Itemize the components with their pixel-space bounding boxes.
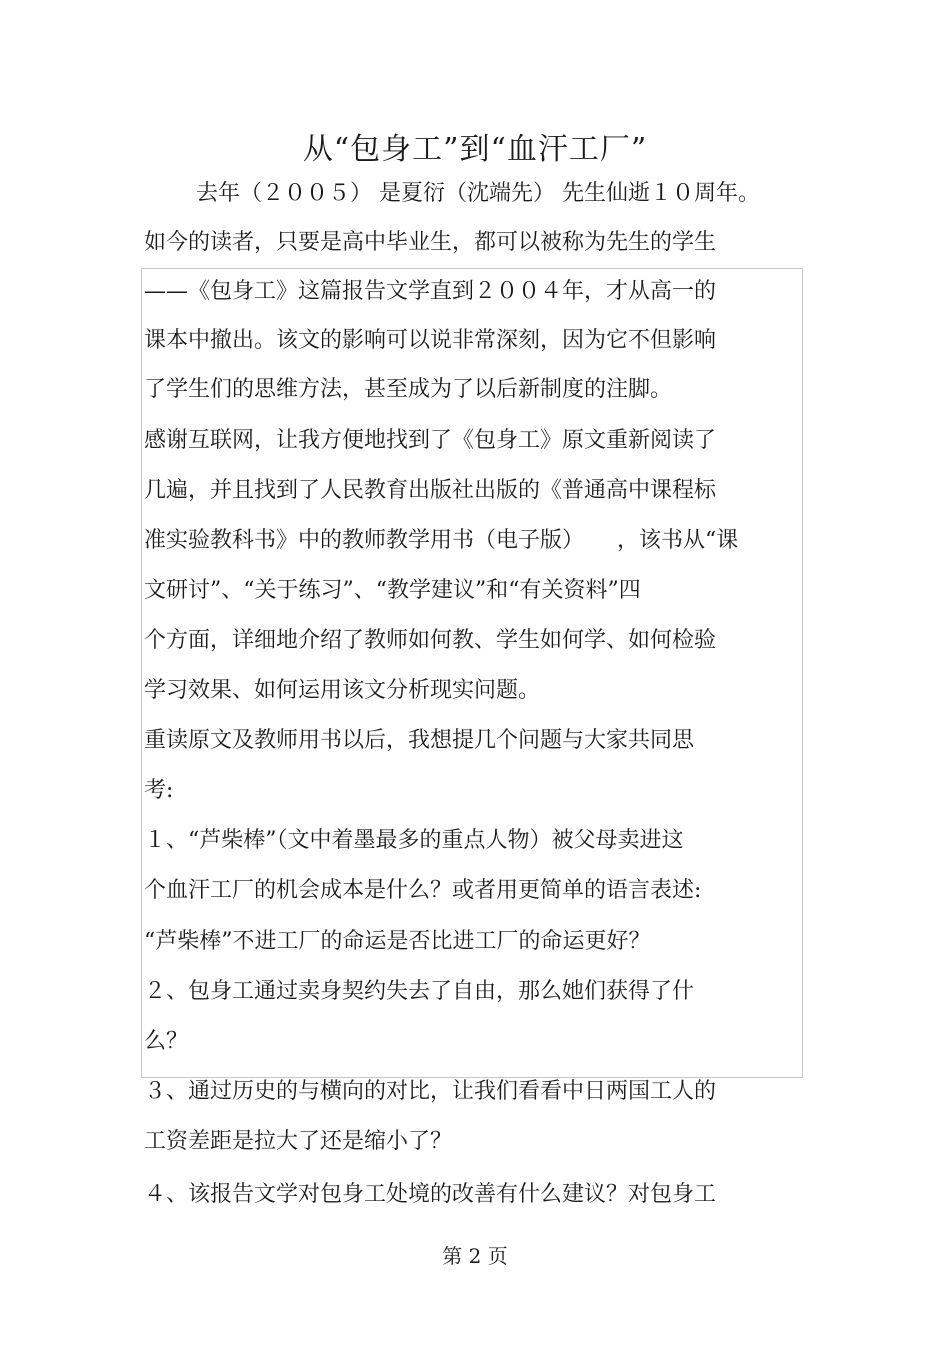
paragraph-line: 重读原文及教师用书以后，我想提几个问题与大家共同思	[144, 728, 695, 753]
question-line: １、“芦柴棒”（文中着墨最多的重点人物）被父母卖进这	[144, 828, 684, 853]
paragraph-line: 学习效果、如何运用该文分析现实问题。	[144, 678, 541, 703]
question-line: 工资差距是拉大了还是缩小了？	[144, 1129, 453, 1154]
paragraph-line: 课本中撤出。该文的影响可以说非常深刻，因为它不但影响	[144, 328, 717, 353]
paragraph-line: 去年（２００５） 是夏衍（沈端先） 先生仙逝１０周年。	[196, 181, 760, 206]
question-line: “芦柴棒”不进工厂的命运是否比进工厂的命运更好？	[144, 929, 651, 954]
paragraph-line: 准实验教科书》中的教师教学用书（电子版） ，该书从“课	[144, 528, 739, 553]
page-number: 第 2 页	[442, 1244, 508, 1268]
question-line: ２、包身工通过卖身契约失去了自由，那么她们获得了什	[144, 979, 695, 1004]
paragraph-line: 了学生们的思维方法，甚至成为了以后新制度的注脚。	[144, 377, 673, 402]
question-line: 个血汗工厂的机会成本是什么？或者用更简单的语言表述:	[144, 878, 702, 903]
question-line: ３、通过历史的与横向的对比，让我们看看中日两国工人的	[144, 1079, 717, 1104]
paragraph-line: 个方面，详细地介绍了教师如何教、学生如何学、如何检验	[144, 628, 717, 653]
paragraph-line: ——《包身工》这篇报告文学直到２００４年，才从高一的	[144, 279, 717, 304]
document-title: 从“包身工”到“血汗工厂”	[302, 132, 648, 167]
paragraph-line: 考:	[144, 778, 174, 803]
paragraph-line: 如今的读者，只要是高中毕业生，都可以被称为先生的学生	[144, 230, 717, 255]
question-line: ４、该报告文学对包身工处境的改善有什么建议？对包身工	[144, 1182, 717, 1207]
question-line: 么？	[144, 1029, 189, 1054]
paragraph-line: 几遍，并且找到了人民教育出版社出版的《普通高中课程标	[144, 478, 717, 503]
paragraph-line: 感谢互联网，让我方便地找到了《包身工》原文重新阅读了	[144, 428, 717, 453]
paragraph-line: 文研讨”、“关于练习”、“教学建议”和“有关资料”四	[144, 578, 641, 603]
